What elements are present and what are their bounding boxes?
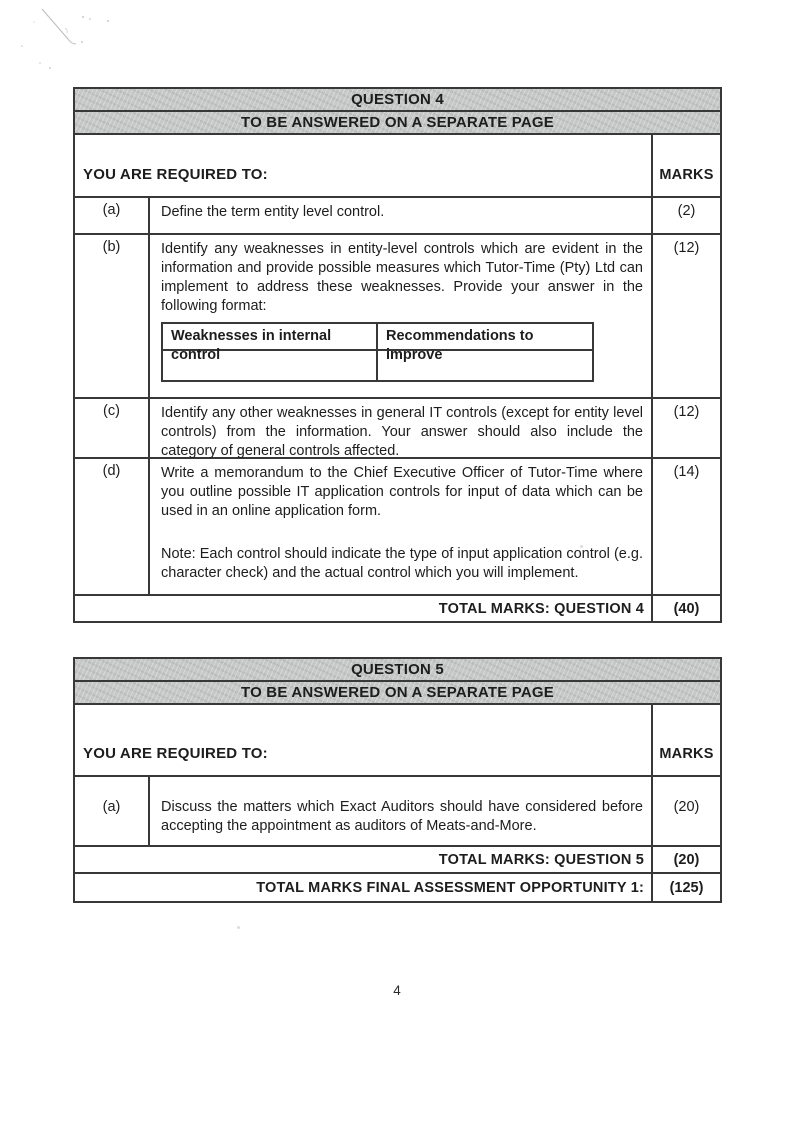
question-4-row-a [75, 196, 720, 233]
row-b-body [148, 235, 651, 397]
question-5-subheader-bar [73, 682, 722, 705]
empty-cell [163, 351, 378, 380]
question-5-total-row [75, 845, 720, 872]
row-a-body [148, 777, 651, 845]
required-row [75, 705, 720, 775]
row-d-note: Note: Each control should indicate the type of input application control (e.g. character check) and the actual control which you will implement. [161, 546, 643, 581]
question-4-row-c [75, 397, 720, 457]
question-4-row-b [75, 233, 720, 397]
question-5-total-marks: (20) [651, 847, 720, 872]
answer-format-header-row [163, 324, 592, 363]
row-b-number: (b) [102, 239, 121, 255]
question-4-total-marks: (40) [651, 596, 720, 621]
question-5-header-bar [73, 657, 722, 682]
question-4-total-row [75, 594, 720, 621]
question-5-grid [73, 705, 722, 903]
question-5-subtitle: TO BE ANSWERED ON A SEPARATE PAGE [240, 684, 555, 701]
question-4-total-label: TOTAL MARKS: QUESTION 4 [438, 600, 644, 617]
question-4-subheader-bar [73, 112, 722, 135]
recommendations-column-header: Recommendations to improve [386, 328, 534, 363]
required-row [75, 135, 720, 196]
empty-cell [378, 351, 592, 380]
final-total-marks: (125) [651, 874, 720, 901]
row-a-marks: (2) [651, 198, 720, 233]
row-d-marks: (14) [651, 459, 720, 594]
row-c-body [148, 399, 651, 457]
row-a-body [148, 198, 651, 233]
question-4-grid [73, 135, 722, 623]
marks-column-header: MARKS [651, 705, 720, 775]
answer-format-table [161, 322, 594, 382]
row-c-number: (c) [103, 403, 120, 419]
required-label: YOU ARE REQUIRED TO: [83, 166, 268, 183]
scan-speck [237, 926, 240, 929]
question-4-subtitle: TO BE ANSWERED ON A SEPARATE PAGE [240, 114, 555, 131]
pencil-scribble [10, 0, 120, 80]
row-a-text: Define the term entity level control. [161, 204, 385, 220]
final-total-row [75, 872, 720, 901]
row-b-marks: (12) [651, 235, 720, 397]
row-d-number: (d) [102, 463, 121, 479]
question-5-title: QUESTION 5 [351, 661, 444, 678]
row-a-number: (a) [102, 202, 121, 218]
question-4-row-d [75, 457, 720, 594]
final-total-label: TOTAL MARKS FINAL ASSESSMENT OPPORTUNITY 1: [256, 879, 644, 896]
row-d-text: Write a memorandum to the Chief Executive Officer of Tutor-Time where you outline possible IT application controls for input of data which can be used in an online application form. [161, 465, 643, 519]
question-5-total-label: TOTAL MARKS: QUESTION 5 [438, 851, 644, 868]
question-4-title: QUESTION 4 [351, 91, 444, 108]
question-5-row-a [75, 775, 720, 845]
page-number: 4 [393, 983, 401, 998]
question-4-table [73, 87, 722, 623]
required-label: YOU ARE REQUIRED TO: [83, 745, 268, 762]
row-a-text: Discuss the matters which Exact Auditors should have considered before accepting the appointment as auditors of Meats-and-More. [161, 799, 643, 834]
question-4-header-bar [73, 87, 722, 112]
row-c-text: Identify any other weaknesses in general IT controls (except for entity level controls) from the information. Your answer should also include the category of general controls affected. [161, 405, 643, 459]
row-a-number: (a) [102, 799, 121, 815]
answer-format-empty-row [163, 351, 592, 380]
row-c-marks: (12) [651, 399, 720, 457]
row-a-marks: (20) [651, 777, 720, 845]
marks-column-header: MARKS [651, 135, 720, 196]
row-d-body [148, 459, 651, 594]
row-b-text: Identify any weaknesses in entity-level controls which are evident in the information and provide possible measures which Tutor-Time (Pty) Ltd can implement to address these weaknesses. Provide your answer in the following format: [161, 241, 643, 314]
question-5-table [73, 657, 722, 903]
weaknesses-column-header: Weaknesses in internal control [163, 324, 378, 349]
